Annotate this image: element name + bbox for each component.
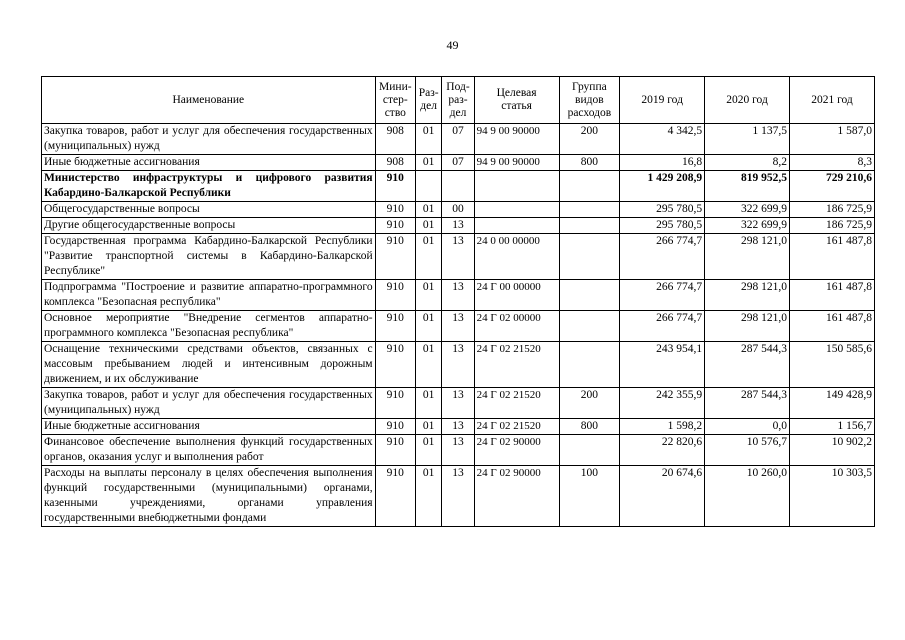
header-2019: 2019 год [620, 77, 705, 124]
cell-ministry: 910 [375, 342, 415, 388]
cell-section: 01 [416, 234, 442, 280]
cell-group [559, 280, 620, 311]
cell-section: 01 [416, 466, 442, 527]
header-2021: 2021 год [790, 77, 875, 124]
cell-y2021: 10 303,5 [790, 466, 875, 527]
cell-y2019: 243 954,1 [620, 342, 705, 388]
cell-section: 01 [416, 388, 442, 419]
cell-subsection: 13 [442, 311, 474, 342]
cell-y2019: 1 429 208,9 [620, 171, 705, 202]
cell-y2021: 186 725,9 [790, 218, 875, 234]
cell-y2019: 266 774,7 [620, 311, 705, 342]
table-row [42, 218, 875, 234]
cell-ministry: 910 [375, 280, 415, 311]
cell-y2019: 1 598,2 [620, 419, 705, 435]
cell-article: 94 9 00 90000 [474, 124, 559, 155]
cell-ministry: 910 [375, 466, 415, 527]
table-row [42, 435, 875, 466]
header-group: Группа видов расходов [559, 77, 620, 124]
cell-ministry: 910 [375, 202, 415, 218]
cell-name: Государственная программа Кабардино-Балкарской Республики "Развитие транспортной системы в Кабардино-Балкарской Республике" [42, 234, 376, 280]
cell-y2021: 1 156,7 [790, 419, 875, 435]
cell-section [416, 171, 442, 202]
cell-group: 800 [559, 155, 620, 171]
cell-group [559, 234, 620, 280]
cell-ministry: 910 [375, 435, 415, 466]
cell-article [474, 202, 559, 218]
cell-y2021: 10 902,2 [790, 435, 875, 466]
table-row [42, 466, 875, 527]
cell-y2021: 1 587,0 [790, 124, 875, 155]
cell-group: 200 [559, 388, 620, 419]
table-row [42, 171, 875, 202]
cell-y2020: 819 952,5 [705, 171, 790, 202]
cell-article: 24 Г 02 00000 [474, 311, 559, 342]
cell-y2021: 729 210,6 [790, 171, 875, 202]
cell-ministry: 908 [375, 124, 415, 155]
cell-y2020: 287 544,3 [705, 388, 790, 419]
cell-ministry: 910 [375, 311, 415, 342]
cell-y2021: 161 487,8 [790, 311, 875, 342]
cell-subsection [442, 171, 474, 202]
cell-name: Министерство инфраструктуры и цифрового развития Кабардино-Балкарской Республики [42, 171, 376, 202]
cell-name: Закупка товаров, работ и услуг для обеспечения государственных (муниципальных) нужд [42, 388, 376, 419]
header-article: Целевая статья [474, 77, 559, 124]
cell-section: 01 [416, 342, 442, 388]
cell-section: 01 [416, 280, 442, 311]
cell-name: Оснащение техническими средствами объектов, связанных с массовым пребыванием людей и интенсивным дорожным движением, и их обслуживание [42, 342, 376, 388]
table-row [42, 155, 875, 171]
cell-y2019: 20 674,6 [620, 466, 705, 527]
cell-name: Основное мероприятие "Внедрение сегментов аппаратно-программного комплекса "Безопасная республика" [42, 311, 376, 342]
cell-subsection: 00 [442, 202, 474, 218]
table-row [42, 280, 875, 311]
cell-name: Подпрограмма "Построение и развитие аппаратно-программного комплекса "Безопасная республика" [42, 280, 376, 311]
cell-name: Расходы на выплаты персоналу в целях обеспечения выполнения функций государственными (муниципальными) органами, казенными учреждениями, органами управления государственными внебюджетными фондами [42, 466, 376, 527]
cell-y2020: 287 544,3 [705, 342, 790, 388]
header-name: Наименование [42, 77, 376, 124]
cell-name: Иные бюджетные ассигнования [42, 155, 376, 171]
cell-subsection: 13 [442, 388, 474, 419]
cell-y2020: 298 121,0 [705, 280, 790, 311]
cell-y2019: 266 774,7 [620, 280, 705, 311]
cell-subsection: 07 [442, 155, 474, 171]
cell-y2019: 266 774,7 [620, 234, 705, 280]
cell-y2020: 0,0 [705, 419, 790, 435]
cell-subsection: 13 [442, 280, 474, 311]
cell-name: Финансовое обеспечение выполнения функций государственных органов, оказания услуг и выполнения работ [42, 435, 376, 466]
cell-article: 24 Г 02 21520 [474, 342, 559, 388]
page-number: 49 [446, 38, 459, 52]
cell-y2019: 22 820,6 [620, 435, 705, 466]
cell-article: 24 Г 00 00000 [474, 280, 559, 311]
cell-subsection: 13 [442, 435, 474, 466]
cell-y2020: 10 260,0 [705, 466, 790, 527]
table-row [42, 342, 875, 388]
cell-section: 01 [416, 202, 442, 218]
cell-y2021: 161 487,8 [790, 234, 875, 280]
cell-ministry: 910 [375, 218, 415, 234]
table-row [42, 311, 875, 342]
budget-table [41, 76, 875, 527]
cell-ministry: 910 [375, 419, 415, 435]
cell-article [474, 218, 559, 234]
cell-name: Другие общегосударственные вопросы [42, 218, 376, 234]
cell-section: 01 [416, 218, 442, 234]
cell-group: 200 [559, 124, 620, 155]
cell-name: Закупка товаров, работ и услуг для обеспечения государственных (муниципальных) нужд [42, 124, 376, 155]
cell-subsection: 13 [442, 419, 474, 435]
cell-section: 01 [416, 311, 442, 342]
cell-section: 01 [416, 124, 442, 155]
cell-group [559, 435, 620, 466]
cell-y2020: 10 576,7 [705, 435, 790, 466]
cell-article: 24 Г 02 90000 [474, 466, 559, 527]
cell-group: 100 [559, 466, 620, 527]
cell-y2019: 16,8 [620, 155, 705, 171]
cell-article: 24 Г 02 90000 [474, 435, 559, 466]
cell-group [559, 202, 620, 218]
header-ministry: Мини- стер- ство [375, 77, 415, 124]
cell-section: 01 [416, 435, 442, 466]
cell-subsection: 07 [442, 124, 474, 155]
table-row [42, 388, 875, 419]
cell-y2021: 161 487,8 [790, 280, 875, 311]
cell-y2020: 298 121,0 [705, 311, 790, 342]
cell-section: 01 [416, 155, 442, 171]
table-header-row [42, 77, 875, 124]
cell-name: Общегосударственные вопросы [42, 202, 376, 218]
cell-subsection: 13 [442, 234, 474, 280]
cell-article [474, 171, 559, 202]
cell-y2019: 242 355,9 [620, 388, 705, 419]
cell-y2021: 149 428,9 [790, 388, 875, 419]
cell-article: 24 Г 02 21520 [474, 388, 559, 419]
header-subsection: Под- раз- дел [442, 77, 474, 124]
cell-article: 24 Г 02 21520 [474, 419, 559, 435]
cell-y2020: 298 121,0 [705, 234, 790, 280]
table-row [42, 124, 875, 155]
cell-group [559, 171, 620, 202]
cell-y2019: 295 780,5 [620, 202, 705, 218]
cell-section: 01 [416, 419, 442, 435]
cell-name: Иные бюджетные ассигнования [42, 419, 376, 435]
cell-group [559, 311, 620, 342]
table-row [42, 202, 875, 218]
cell-article: 94 9 00 90000 [474, 155, 559, 171]
cell-group: 800 [559, 419, 620, 435]
cell-subsection: 13 [442, 342, 474, 388]
table-row [42, 234, 875, 280]
cell-ministry: 910 [375, 388, 415, 419]
cell-y2020: 1 137,5 [705, 124, 790, 155]
cell-ministry: 908 [375, 155, 415, 171]
cell-ministry: 910 [375, 234, 415, 280]
cell-y2019: 4 342,5 [620, 124, 705, 155]
cell-subsection: 13 [442, 466, 474, 527]
table-row [42, 419, 875, 435]
cell-article: 24 0 00 00000 [474, 234, 559, 280]
header-section: Раз- дел [416, 77, 442, 124]
cell-y2021: 186 725,9 [790, 202, 875, 218]
cell-y2019: 295 780,5 [620, 218, 705, 234]
cell-y2020: 322 699,9 [705, 218, 790, 234]
cell-ministry: 910 [375, 171, 415, 202]
cell-group [559, 218, 620, 234]
cell-y2020: 8,2 [705, 155, 790, 171]
cell-y2020: 322 699,9 [705, 202, 790, 218]
cell-y2021: 8,3 [790, 155, 875, 171]
cell-group [559, 342, 620, 388]
header-2020: 2020 год [705, 77, 790, 124]
cell-subsection: 13 [442, 218, 474, 234]
cell-y2021: 150 585,6 [790, 342, 875, 388]
